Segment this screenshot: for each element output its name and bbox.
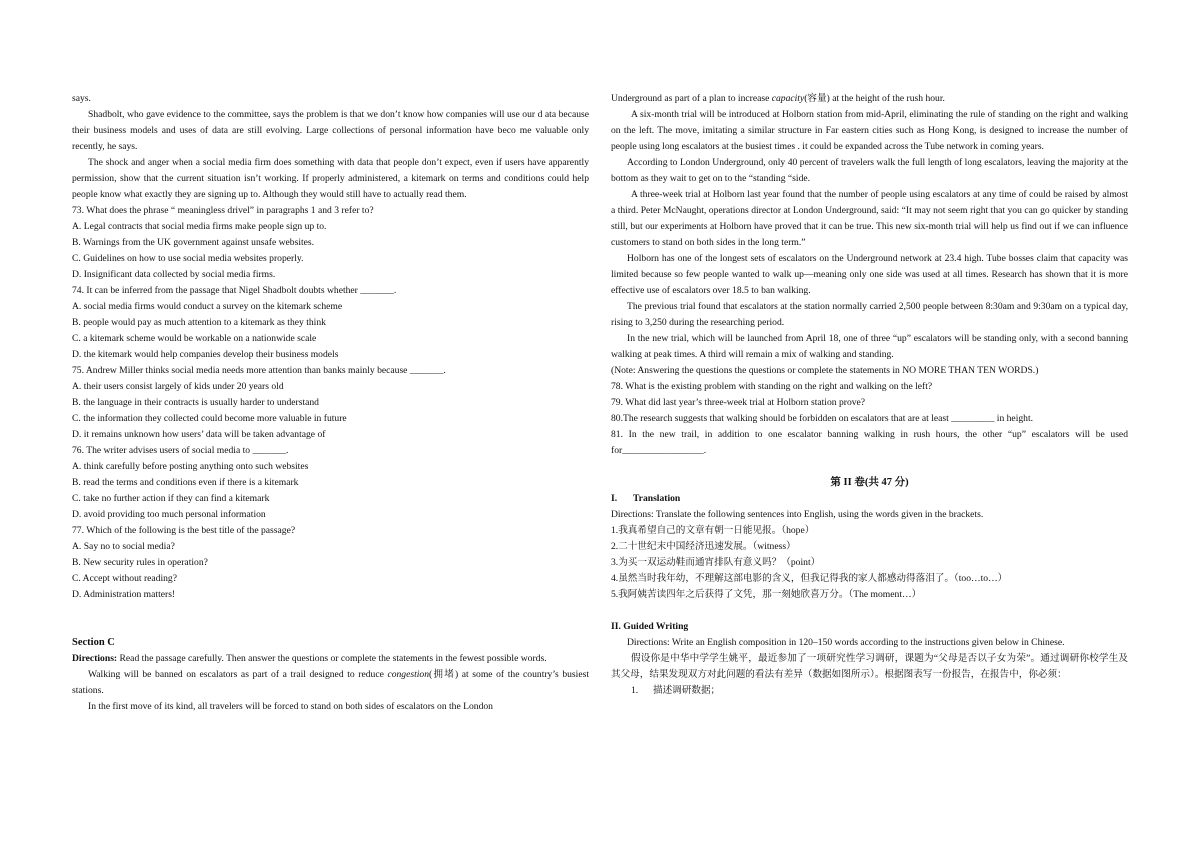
guided-writing-prompt: 假设你是中华中学学生姚平，最近参加了一项研究性学习调研，课题为“父母是否以子女为荣”。通过调研你校学生及其父母，结果发现双方对此问题的看法有差异（数据如图所示）。根据图表写一份报告，在报告中，你必须： — [611, 653, 1128, 680]
guided-writing-directions: Directions: Write an English composition in 120–150 words according to the instructions given below in Chinese. — [627, 637, 1065, 648]
passage-c-paragraph: Holborn has one of the longest sets of escalators on the Underground network at 23.4 high. Tube bosses claim that capacity was limited because so few people wanted to walk up—meaning only one side was used at all times. Research has shown that it is more effective use of escalators over 18.5 to ban walking. — [611, 253, 1128, 296]
section-c-paragraph: In the first move of its kind, all travelers will be forced to stand on both sides of escalators on the London — [88, 701, 493, 712]
section-c-paragraph — [72, 667, 589, 699]
right-column — [611, 91, 1128, 699]
answer-option: A. Say no to social media? — [72, 541, 175, 552]
question-77 — [72, 523, 589, 603]
answer-option: B. New security rules in operation? — [72, 557, 208, 568]
question-stem: 73. What does the phrase “ meaningless drivel” in paragraphs 1 and 3 refer to? — [72, 205, 374, 216]
answer-option: B. read the terms and conditions even if there is a kitemark — [72, 477, 299, 488]
translation-directions: Directions: Translate the following sentences into English, using the words given in the brackets. — [611, 509, 984, 520]
translation-item: 4.虽然当时我年幼，不理解这部电影的含义，但我记得我的家人都感动得落泪了。（too…to…） — [611, 573, 1008, 584]
answer-option: A. think carefully before posting anything onto such websites — [72, 461, 309, 472]
passage-c-paragraph: The previous trial found that escalators at the station normally carried 2,500 people between 8:30am and 9:30am on a typical day, rising to 3,250 during the researching period. — [611, 301, 1128, 328]
question-stem: 76. The writer advises users of social media to _______. — [72, 445, 289, 456]
passage-c-paragraph: According to London Underground, only 40 percent of travelers walk the full length of long escalators, leaving the majority at the bottom as they wait to get on to the “standing “side. — [611, 157, 1128, 184]
question-80: 80.The research suggests that walking should be forbidden on escalators that are at least _________ in height. — [611, 413, 1034, 424]
answer-option: C. the information they collected could become more valuable in future — [72, 413, 347, 424]
answer-option: C. a kitemark scheme would be workable on a nationwide scale — [72, 333, 317, 344]
section-c-directions — [72, 651, 589, 667]
question-74 — [72, 283, 589, 363]
answer-option: B. the language in their contracts is usually harder to understand — [72, 397, 319, 408]
guided-writing-point — [611, 683, 1128, 699]
question-76 — [72, 443, 589, 523]
italic-term: congestion — [387, 669, 430, 680]
paragraph-text: Underground as part of a plan to increase — [611, 93, 772, 104]
answer-option: B. Warnings from the UK government against unsafe websites. — [72, 237, 315, 248]
answer-option: D. avoid providing too much personal information — [72, 509, 266, 520]
answer-option: B. people would pay as much attention to a kitemark as they think — [72, 317, 326, 328]
question-73 — [72, 203, 589, 283]
spacer — [72, 603, 589, 635]
passage-c-paragraph: A three-week trial at Holborn last year found that the number of people using escalators at any time of could be raised by almost a third. Peter McNaught, operations director at London Underground, said: “It may not seem right that you can go quicker by standing still, but our experiments at Holborn have proved that it can be true. This new six-month trial will help us find out if we can influence customers to stand on both sides in the long term.” — [611, 189, 1128, 248]
answer-option: D. Administration matters! — [72, 589, 176, 600]
answer-option: C. take no further action if they can find a kitemark — [72, 493, 270, 504]
passage-b-paragraph: The shock and anger when a social media firm does something with data that people don’t expect, even if users have apparently permission, show that the current situation isn’t working. If properly administered, a kitemark on terms and conditions could help people know what exactly they are signing up to. Although they would still have to actually read them. — [72, 157, 589, 200]
question-stem: 74. It can be inferred from the passage that Nigel Shadbolt doubts whether _______. — [72, 285, 397, 296]
translation-heading — [611, 491, 1128, 507]
section-title: Translation — [633, 493, 681, 504]
answer-option: D. it remains unknown how users’ data will be taken advantage of — [72, 429, 326, 440]
directions-label: Directions: — [72, 653, 118, 664]
passage-c-paragraph: A six-month trial will be introduced at Holborn station from mid-April, eliminating the rule of standing on the right and walking on the left. The move, imitating a similar structure in Far eastern cities such as Hong Kong, is designed to increase the number of people using long escalators at the busiest times . it could be expanded across the Tube network in coming years. — [611, 109, 1128, 152]
point-number: 1. — [631, 685, 639, 696]
translation-item: 1.我真希望自己的文章有朝一日能见报。（hope） — [611, 525, 815, 536]
passage-b-paragraph: Shadbolt, who gave evidence to the committee, says the problem is that we don’t know how companies will use our d ata because their business models and uses of data are still evolving. Large collections of personal information have beco me valuable only recently, he says. — [72, 109, 589, 152]
question-79: 79. What did last year’s three-week trial at Holborn station prove? — [611, 397, 866, 408]
paragraph-text: Walking will be banned on escalators as part of a trail designed to reduce — [88, 669, 388, 680]
paragraph-text: (拥堵) at some of the country’s busiest stations. — [72, 669, 589, 696]
answer-option: A. their users consist largely of kids under 20 years old — [72, 381, 284, 392]
answer-option: C. Accept without reading? — [72, 573, 177, 584]
spacer — [611, 459, 1128, 475]
answer-option: A. social media firms would conduct a survey on the kitemark scheme — [72, 301, 343, 312]
left-column — [72, 91, 589, 715]
translation-item: 3.为买一双运动鞋而通宵排队有意义吗？（point） — [611, 557, 821, 568]
question-81: 81. In the new trail, in addition to one escalator banning walking in rush hours, the other “up” escalators will be used for_________________. — [611, 429, 1128, 456]
translation-item: 5.我阿姨苦读四年之后获得了文凭，那一刻她欣喜万分。（The moment…） — [611, 589, 922, 600]
passage-c-paragraph — [611, 91, 1128, 107]
spacer — [611, 603, 1128, 619]
passage-b-line: says. — [72, 93, 91, 104]
answer-option: D. Insignificant data collected by social media firms. — [72, 269, 276, 280]
question-stem: 75. Andrew Miller thinks social media needs more attention than banks mainly because _______. — [72, 365, 446, 376]
italic-term: capacity — [771, 93, 805, 104]
question-stem: 77. Which of the following is the best title of the passage? — [72, 525, 296, 536]
answer-option: D. the kitemark would help companies develop their business models — [72, 349, 339, 360]
passage-c-paragraph: In the new trial, which will be launched from April 18, one of three “up” escalators will be standing only, with a second banning walking at peak times. A third will remain a mix of walking and standing. — [611, 333, 1128, 360]
guided-writing-heading: II. Guided Writing — [611, 621, 689, 632]
question-78: 78. What is the existing problem with standing on the right and walking on the left? — [611, 381, 933, 392]
answer-option: A. Legal contracts that social media firms make people sign up to. — [72, 221, 327, 232]
directions-text: Read the passage carefully. Then answer the questions or complete the statements in the fewest possible words. — [117, 653, 547, 664]
question-75 — [72, 363, 589, 443]
section-c-heading: Section C — [72, 637, 115, 648]
answer-note: (Note: Answering the questions the questions or complete the statements in NO MORE THAN TEN WORDS.) — [611, 365, 1039, 376]
part-two-title: 第 II 卷(共 47 分) — [830, 477, 909, 488]
paragraph-text: (容量) at the height of the rush hour. — [804, 93, 945, 104]
section-number: I. — [611, 493, 618, 504]
point-text: 描述调研数据； — [653, 685, 721, 696]
translation-item: 2.二十世纪末中国经济迅速发展。（witness） — [611, 541, 796, 552]
answer-option: C. Guidelines on how to use social media websites properly. — [72, 253, 304, 264]
